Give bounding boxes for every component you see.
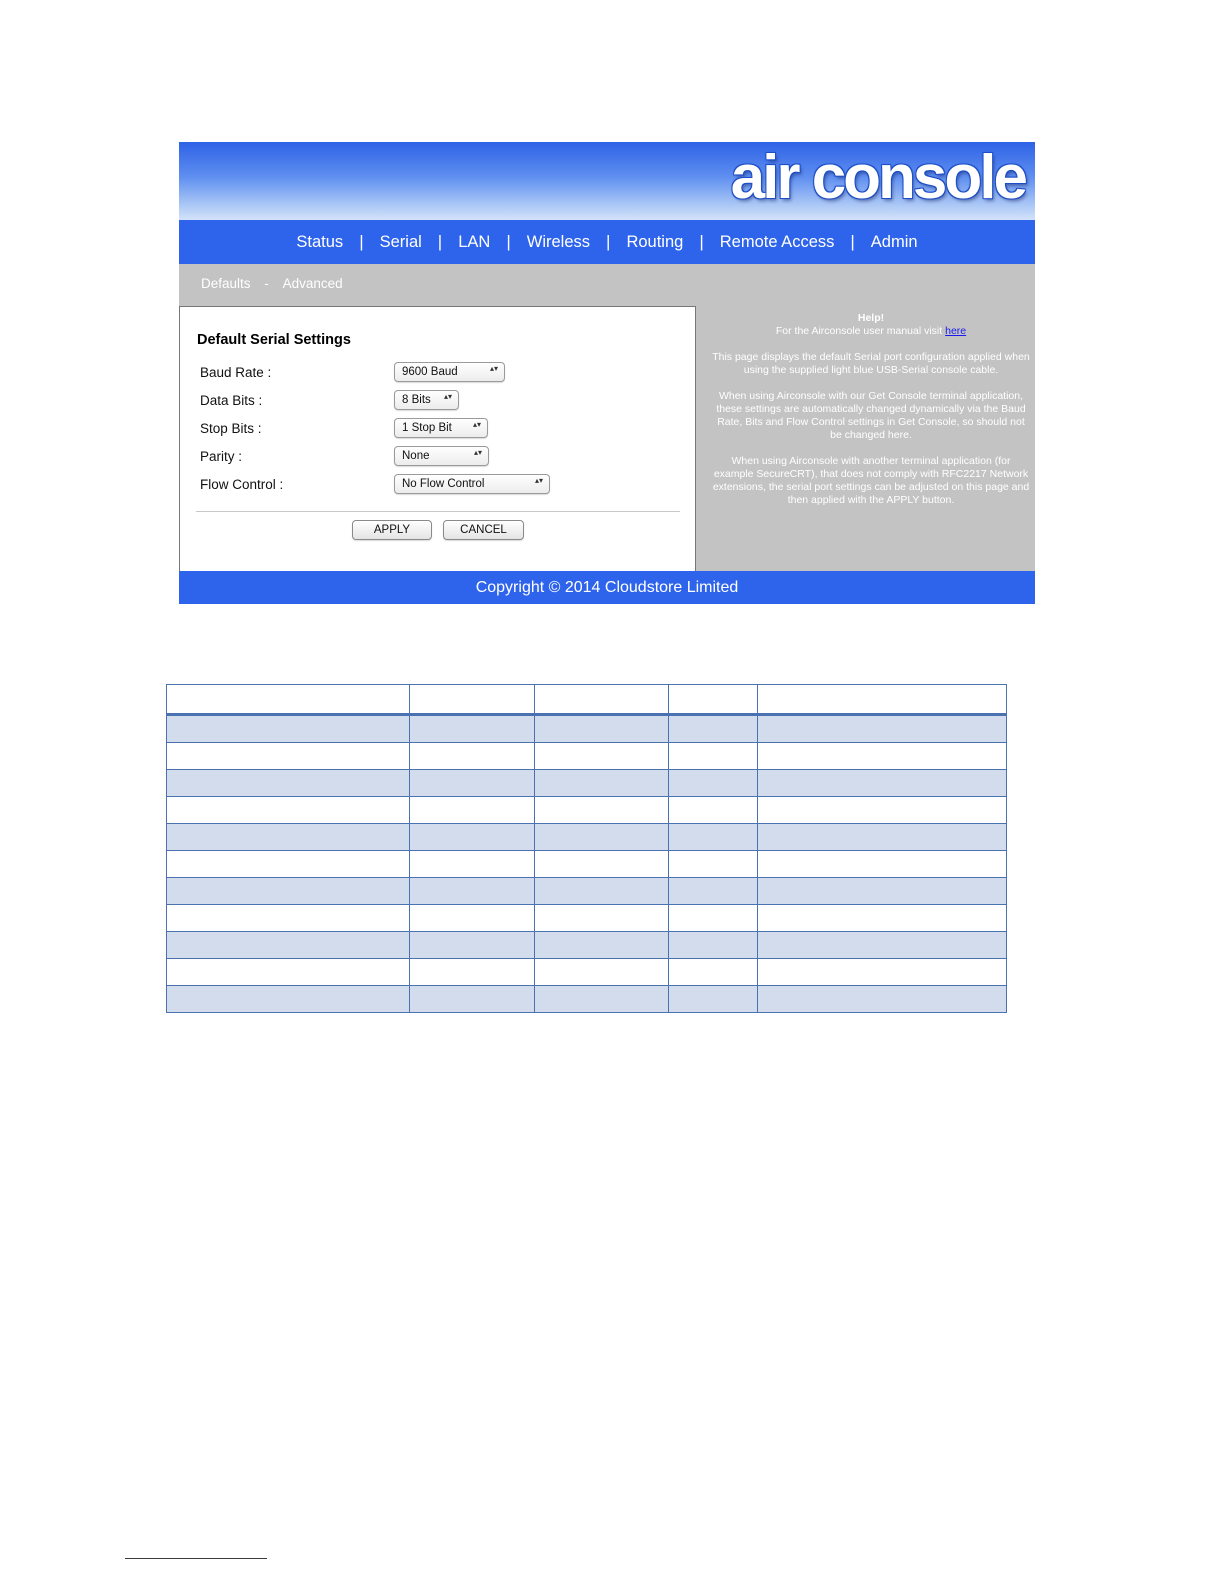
help-paragraph: When using Airconsole with another terminal application (for example SecureCRT), that does not comply with RFC2217 Network extensions, the serial port settings can be adjusted on this page and then applied with the APPLY button.	[712, 455, 1030, 506]
table-cell	[167, 878, 410, 905]
table-cell	[535, 685, 669, 715]
nav-separator: |	[437, 232, 443, 251]
table-cell	[410, 986, 535, 1013]
help-heading: Help!	[857, 312, 885, 324]
table-cell	[410, 905, 535, 932]
table-cell	[410, 959, 535, 986]
subnav-separator: -	[264, 276, 269, 291]
help-paragraph: This page displays the default Serial port configuration applied when using the supplied light blue USB-Serial console cable.	[712, 351, 1030, 376]
table-cell	[758, 685, 1007, 715]
table-cell	[758, 905, 1007, 932]
table-cell	[758, 797, 1007, 824]
table-row	[167, 743, 1007, 770]
select-arrows-icon: ▴▾	[472, 420, 481, 429]
table-cell	[758, 959, 1007, 986]
stop-bits-select[interactable]	[394, 418, 488, 438]
nav-separator: |	[606, 232, 611, 251]
table-cell	[669, 824, 758, 851]
table-cell	[758, 824, 1007, 851]
nav-wireless[interactable]: Wireless	[526, 232, 591, 251]
table-cell	[410, 851, 535, 878]
flow-control-select[interactable]	[394, 474, 550, 494]
table-cell	[167, 715, 410, 743]
parity-value: None	[402, 450, 430, 462]
data-bits-label: Data Bits :	[200, 393, 263, 408]
table-cell	[535, 986, 669, 1013]
table-cell	[410, 715, 535, 743]
table-cell	[167, 986, 410, 1013]
select-arrows-icon: ▴▾	[489, 364, 498, 373]
nav-separator: |	[359, 232, 364, 251]
nav-lan[interactable]: LAN	[458, 232, 491, 251]
table-row	[167, 986, 1007, 1013]
nav-separator: |	[850, 232, 855, 251]
table-cell	[669, 932, 758, 959]
airconsole-screenshot	[179, 142, 1035, 604]
table-row	[167, 770, 1007, 797]
table-cell	[669, 905, 758, 932]
nav-separator: |	[699, 232, 704, 251]
table-cell	[535, 878, 669, 905]
stop-bits-row	[200, 418, 680, 440]
table-row	[167, 932, 1007, 959]
table-cell	[410, 770, 535, 797]
data-bits-select[interactable]	[394, 390, 459, 410]
airconsole-logo: air console	[730, 143, 1025, 212]
table-cell	[167, 685, 410, 715]
table-cell	[669, 685, 758, 715]
nav-routing[interactable]: Routing	[626, 232, 684, 251]
parity-select[interactable]	[394, 446, 489, 466]
help-manual-line	[711, 325, 1031, 338]
data-bits-row	[200, 390, 680, 412]
nav-serial[interactable]: Serial	[379, 232, 422, 251]
table-cell	[410, 932, 535, 959]
table-cell	[167, 959, 410, 986]
subnav-advanced-link[interactable]: Advanced	[282, 276, 343, 291]
table-cell	[535, 715, 669, 743]
nav-remote-access[interactable]: Remote Access	[719, 232, 835, 251]
table-cell	[410, 797, 535, 824]
table-cell	[669, 770, 758, 797]
table-cell	[167, 851, 410, 878]
table-cell	[669, 797, 758, 824]
table-cell	[535, 797, 669, 824]
table-cell	[758, 715, 1007, 743]
table-cell	[669, 743, 758, 770]
table-cell	[669, 715, 758, 743]
table-cell	[410, 743, 535, 770]
table-cell	[535, 905, 669, 932]
nav-separator: |	[506, 232, 511, 251]
table-row	[167, 851, 1007, 878]
table-cell	[758, 743, 1007, 770]
table-cell	[410, 824, 535, 851]
baud-rate-select[interactable]	[394, 362, 505, 382]
table-cell	[535, 959, 669, 986]
table-cell	[167, 905, 410, 932]
baud-rate-row	[200, 362, 680, 384]
data-bits-value: 8 Bits	[402, 394, 431, 406]
table-cell	[669, 851, 758, 878]
copyright-footer: Copyright © 2014 Cloudstore Limited	[179, 571, 1035, 604]
panel-title: Default Serial Settings	[197, 332, 351, 348]
table-cell	[167, 932, 410, 959]
panel-divider	[196, 511, 680, 512]
table-row	[167, 959, 1007, 986]
select-arrows-icon: ▴▾	[473, 448, 482, 457]
subnav-defaults-link[interactable]: Defaults	[201, 276, 251, 291]
header-banner	[179, 142, 1035, 220]
footnote-rule	[125, 1558, 267, 1559]
table-header-row	[167, 685, 1007, 715]
table-cell	[535, 824, 669, 851]
flow-control-row	[200, 474, 680, 496]
table-cell	[167, 770, 410, 797]
stop-bits-value: 1 Stop Bit	[402, 422, 452, 434]
help-paragraph: When using Airconsole with our Get Console terminal application, these settings are automatically changed dynamically via the Baud Rate, Bits and Flow Control settings in Get Console, so should not be changed here.	[716, 390, 1026, 441]
table-cell	[669, 986, 758, 1013]
parity-row	[200, 446, 680, 468]
table-row	[167, 905, 1007, 932]
table-cell	[167, 743, 410, 770]
flow-control-label: Flow Control :	[200, 477, 284, 492]
help-manual-link[interactable]: here	[945, 325, 967, 337]
empty-table	[166, 684, 1007, 1013]
table-row	[167, 797, 1007, 824]
help-manual-text: For the Airconsole user manual visit	[775, 325, 943, 337]
table-cell	[669, 959, 758, 986]
serial-settings-panel	[179, 306, 696, 572]
table-cell	[758, 932, 1007, 959]
table-row	[167, 824, 1007, 851]
nav-status[interactable]: Status	[296, 232, 344, 251]
table-cell	[535, 932, 669, 959]
baud-rate-value: 9600 Baud	[402, 366, 458, 378]
table-cell	[669, 878, 758, 905]
sub-nav	[201, 276, 343, 291]
cancel-button[interactable]: CANCEL	[443, 520, 524, 540]
table-cell	[410, 878, 535, 905]
baud-rate-label: Baud Rate :	[200, 365, 272, 380]
table-cell	[410, 685, 535, 715]
nav-admin[interactable]: Admin	[870, 232, 918, 251]
table-cell	[758, 986, 1007, 1013]
parity-label: Parity :	[200, 449, 243, 464]
select-arrows-icon: ▴▾	[534, 476, 543, 485]
table-cell	[758, 770, 1007, 797]
table-cell	[167, 824, 410, 851]
table-cell	[535, 743, 669, 770]
table-cell	[167, 797, 410, 824]
table-row	[167, 715, 1007, 743]
flow-control-value: No Flow Control	[402, 478, 485, 490]
stop-bits-label: Stop Bits :	[200, 421, 262, 436]
main-nav	[179, 220, 1035, 264]
table-cell	[535, 851, 669, 878]
apply-button[interactable]: APPLY	[352, 520, 432, 540]
table-row	[167, 878, 1007, 905]
help-panel	[711, 312, 1031, 520]
table-cell	[758, 851, 1007, 878]
select-arrows-icon: ▴▾	[443, 392, 452, 401]
table-cell	[535, 770, 669, 797]
table-cell	[758, 878, 1007, 905]
